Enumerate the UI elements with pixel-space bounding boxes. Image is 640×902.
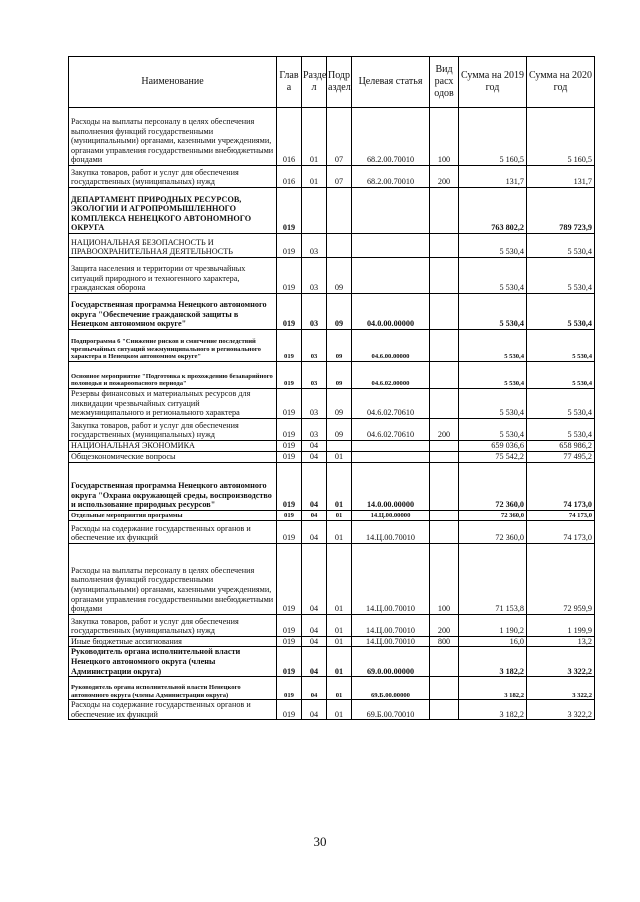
table-cell-chapter: 019 xyxy=(277,614,302,636)
table-row xyxy=(69,462,595,510)
table-cell-name: Руководитель органа исполнительной власти Ненецкого автономного округа (члены Администрации округа) xyxy=(69,677,277,700)
header-sum-2019: Сумма на 2019 год xyxy=(459,57,527,108)
table-row xyxy=(69,510,595,520)
table-row xyxy=(69,677,595,700)
table-cell-sum-2020: 658 986,2 xyxy=(527,440,595,451)
table-cell-sum-2020: 5 530,4 xyxy=(527,234,595,258)
table-cell-name: Расходы на содержание государственных органов и обеспечение их функций xyxy=(69,700,277,720)
table-cell-sum-2019: 5 530,4 xyxy=(459,362,527,389)
table-cell-sum-2019: 3 182,2 xyxy=(459,647,527,677)
table-cell-chapter: 019 xyxy=(277,418,302,440)
table-cell-expense-type: 200 xyxy=(430,614,459,636)
table-cell-article xyxy=(352,188,430,234)
table-cell-name: Расходы на выплаты персоналу в целях обеспечения выполнения функций государственными (муниципальными) органами, казенными учреждениями, органами управления государственными внебюджетными фондами xyxy=(69,108,277,166)
table-cell-article xyxy=(352,234,430,258)
table-cell-section: 03 xyxy=(302,389,327,419)
table-cell-name: Подпрограмма 6 "Снижение рисков и смягчение последствий чрезвычайных ситуаций межмуниципального и регионального характера в Ненецком автономном округе" xyxy=(69,330,277,362)
table-cell-sum-2019: 131,7 xyxy=(459,166,527,188)
table-cell-subsection: 01 xyxy=(327,647,352,677)
table-cell-section xyxy=(302,188,327,234)
table-cell-sum-2020: 131,7 xyxy=(527,166,595,188)
table-cell-sum-2020: 74 173,0 xyxy=(527,520,595,543)
table-cell-expense-type xyxy=(430,294,459,330)
table-cell-expense-type xyxy=(430,234,459,258)
table-cell-sum-2020: 13,2 xyxy=(527,636,595,647)
table-cell-sum-2020: 5 530,4 xyxy=(527,389,595,419)
table-cell-chapter: 019 xyxy=(277,700,302,720)
table-cell-subsection xyxy=(327,188,352,234)
table-cell-article: 69.Б.00.70010 xyxy=(352,700,430,720)
table-cell-section: 03 xyxy=(302,234,327,258)
table-cell-name: Руководитель органа исполнительной власти Ненецкого автономного округа (члены Администрации округа) xyxy=(69,647,277,677)
table-cell-expense-type xyxy=(430,389,459,419)
table-cell-expense-type xyxy=(430,700,459,720)
table-cell-subsection: 09 xyxy=(327,258,352,294)
table-cell-chapter: 019 xyxy=(277,636,302,647)
table-cell-chapter: 019 xyxy=(277,294,302,330)
table-cell-expense-type xyxy=(430,258,459,294)
header-section: Разде л xyxy=(302,57,327,108)
table-row xyxy=(69,614,595,636)
table-cell-article: 14.Ц.00.70010 xyxy=(352,636,430,647)
table-cell-article xyxy=(352,440,430,451)
table-cell-expense-type xyxy=(430,510,459,520)
table-cell-section: 03 xyxy=(302,258,327,294)
table-cell-name: НАЦИОНАЛЬНАЯ ЭКОНОМИКА xyxy=(69,440,277,451)
table-cell-subsection: 01 xyxy=(327,614,352,636)
table-cell-chapter: 019 xyxy=(277,543,302,614)
table-cell-sum-2020: 3 322,2 xyxy=(527,677,595,700)
table-cell-article: 04.6.02.70610 xyxy=(352,418,430,440)
table-cell-sum-2020: 5 160,5 xyxy=(527,108,595,166)
table-cell-chapter: 019 xyxy=(277,330,302,362)
table-cell-subsection: 01 xyxy=(327,543,352,614)
table-cell-sum-2019: 5 530,4 xyxy=(459,389,527,419)
table-cell-expense-type xyxy=(430,677,459,700)
table-cell-article: 14.Ц.00.70010 xyxy=(352,543,430,614)
table-row xyxy=(69,330,595,362)
table-header-row xyxy=(69,57,595,108)
table-cell-sum-2019: 16,0 xyxy=(459,636,527,647)
table-cell-subsection: 09 xyxy=(327,330,352,362)
table-cell-chapter: 019 xyxy=(277,510,302,520)
table-cell-chapter: 019 xyxy=(277,389,302,419)
table-row xyxy=(69,258,595,294)
table-cell-sum-2019: 72 360,0 xyxy=(459,510,527,520)
table-cell-expense-type xyxy=(430,462,459,510)
header-expense-type: Вид расх одов xyxy=(430,57,459,108)
table-row xyxy=(69,389,595,419)
table-cell-sum-2020: 3 322,2 xyxy=(527,647,595,677)
table-cell-sum-2019: 5 160,5 xyxy=(459,108,527,166)
table-cell-subsection: 09 xyxy=(327,418,352,440)
table-cell-chapter: 019 xyxy=(277,234,302,258)
table-row xyxy=(69,418,595,440)
table-cell-section: 01 xyxy=(302,108,327,166)
table-cell-sum-2020: 5 530,4 xyxy=(527,258,595,294)
table-cell-sum-2019: 659 036,6 xyxy=(459,440,527,451)
table-cell-subsection: 07 xyxy=(327,166,352,188)
table-cell-subsection: 01 xyxy=(327,462,352,510)
table-cell-chapter: 016 xyxy=(277,166,302,188)
table-cell-sum-2020: 1 199,9 xyxy=(527,614,595,636)
table-cell-sum-2019: 71 153,8 xyxy=(459,543,527,614)
table-cell-expense-type xyxy=(430,330,459,362)
table-body xyxy=(69,108,595,720)
table-cell-subsection: 09 xyxy=(327,362,352,389)
table-row xyxy=(69,636,595,647)
table-cell-name: ДЕПАРТАМЕНТ ПРИРОДНЫХ РЕСУРСОВ, ЭКОЛОГИИ И АГРОПРОМЫШЛЕННОГО КОМПЛЕКСА НЕНЕЦКОГО АВТОНОМНОГО ОКРУГА xyxy=(69,188,277,234)
table-cell-article: 14.Ц.00.70010 xyxy=(352,614,430,636)
table-cell-name: Резервы финансовых и материальных ресурсов для ликвидации чрезвычайных ситуаций межмуниципального и регионального характера xyxy=(69,389,277,419)
table-cell-article: 04.0.00.00000 xyxy=(352,294,430,330)
table-cell-chapter: 019 xyxy=(277,520,302,543)
table-cell-sum-2020: 3 322,2 xyxy=(527,700,595,720)
table-cell-chapter: 019 xyxy=(277,647,302,677)
table-cell-expense-type: 100 xyxy=(430,543,459,614)
table-row xyxy=(69,520,595,543)
table-cell-sum-2020: 789 723,9 xyxy=(527,188,595,234)
header-chapter: Глав а xyxy=(277,57,302,108)
table-row xyxy=(69,543,595,614)
table-cell-chapter: 016 xyxy=(277,108,302,166)
table-cell-sum-2020: 77 495,2 xyxy=(527,451,595,462)
table-cell-article: 04.6.00.00000 xyxy=(352,330,430,362)
table-cell-expense-type xyxy=(430,440,459,451)
table-cell-name: НАЦИОНАЛЬНАЯ БЕЗОПАСНОСТЬ И ПРАВООХРАНИТЕЛЬНАЯ ДЕЯТЕЛЬНОСТЬ xyxy=(69,234,277,258)
table-cell-chapter: 019 xyxy=(277,362,302,389)
table-cell-section: 03 xyxy=(302,418,327,440)
table-cell-sum-2019: 5 530,4 xyxy=(459,330,527,362)
table-cell-article: 04.6.02.70610 xyxy=(352,389,430,419)
table-cell-sum-2020: 72 959,9 xyxy=(527,543,595,614)
table-cell-article: 69.0.00.00000 xyxy=(352,647,430,677)
table-cell-name: Закупка товаров, работ и услуг для обеспечения государственных (муниципальных) нужд xyxy=(69,614,277,636)
table-cell-name: Закупка товаров, работ и услуг для обеспечения государственных (муниципальных) нужд xyxy=(69,418,277,440)
table-cell-subsection: 01 xyxy=(327,677,352,700)
table-cell-chapter: 019 xyxy=(277,677,302,700)
page-number: 30 xyxy=(313,834,327,849)
table-cell-section: 04 xyxy=(302,451,327,462)
table-cell-sum-2019: 75 542,2 xyxy=(459,451,527,462)
table-cell-name: Иные бюджетные ассигнования xyxy=(69,636,277,647)
table-cell-sum-2020: 5 530,4 xyxy=(527,330,595,362)
table-cell-expense-type: 800 xyxy=(430,636,459,647)
table-cell-sum-2020: 74 173,0 xyxy=(527,462,595,510)
table-cell-sum-2020: 5 530,4 xyxy=(527,418,595,440)
table-cell-sum-2019: 3 182,2 xyxy=(459,700,527,720)
table-cell-chapter: 019 xyxy=(277,188,302,234)
table-cell-subsection: 01 xyxy=(327,700,352,720)
table-cell-sum-2019: 763 802,2 xyxy=(459,188,527,234)
table-cell-expense-type: 200 xyxy=(430,418,459,440)
table-cell-expense-type xyxy=(430,647,459,677)
table-cell-expense-type xyxy=(430,451,459,462)
table-row xyxy=(69,362,595,389)
table-cell-name: Расходы на выплаты персоналу в целях обеспечения выполнения функций государственными (муниципальными) органами, казенными учреждениями, органами управления государственными внебюджетными фондами xyxy=(69,543,277,614)
table-cell-name: Закупка товаров, работ и услуг для обеспечения государственных (муниципальных) нужд xyxy=(69,166,277,188)
table-cell-section: 04 xyxy=(302,440,327,451)
table-cell-article: 14.Ц.00.70010 xyxy=(352,520,430,543)
table-cell-section: 04 xyxy=(302,677,327,700)
table-row xyxy=(69,647,595,677)
table-cell-sum-2019: 5 530,4 xyxy=(459,258,527,294)
table-cell-sum-2020: 74 173,0 xyxy=(527,510,595,520)
table-cell-name: Защита населения и территории от чрезвычайных ситуаций природного и техногенного характера, гражданская оборона xyxy=(69,258,277,294)
table-row xyxy=(69,451,595,462)
table-row xyxy=(69,108,595,166)
table-cell-section: 04 xyxy=(302,636,327,647)
table-row xyxy=(69,188,595,234)
table-cell-name: Расходы на содержание государственных органов и обеспечение их функций xyxy=(69,520,277,543)
table-cell-section: 03 xyxy=(302,330,327,362)
header-article: Целевая статья xyxy=(352,57,430,108)
header-sum-2020: Сумма на 2020 год xyxy=(527,57,595,108)
table-cell-sum-2019: 5 530,4 xyxy=(459,294,527,330)
table-cell-subsection: 01 xyxy=(327,451,352,462)
table-row xyxy=(69,440,595,451)
table-cell-section: 04 xyxy=(302,543,327,614)
table-cell-chapter: 019 xyxy=(277,440,302,451)
table-cell-expense-type xyxy=(430,520,459,543)
table-row xyxy=(69,294,595,330)
table-cell-name: Общеэкономические вопросы xyxy=(69,451,277,462)
table-cell-article: 69.Б.00.00000 xyxy=(352,677,430,700)
table-cell-name: Основное мероприятие "Подготовка к прохождению безаварийного половодья и пожароопасного периода" xyxy=(69,362,277,389)
table-cell-expense-type: 200 xyxy=(430,166,459,188)
table-cell-section: 03 xyxy=(302,294,327,330)
table-cell-name: Государственная программа Ненецкого автономного округа "Обеспечение гражданской защиты в Ненецком автономном округе" xyxy=(69,294,277,330)
table-cell-section: 04 xyxy=(302,614,327,636)
table-cell-article xyxy=(352,258,430,294)
table-cell-section: 01 xyxy=(302,166,327,188)
table-cell-section: 04 xyxy=(302,700,327,720)
table-cell-subsection: 09 xyxy=(327,389,352,419)
table-row xyxy=(69,234,595,258)
table-cell-sum-2019: 5 530,4 xyxy=(459,418,527,440)
table-cell-article: 14.0.00.00000 xyxy=(352,462,430,510)
table-cell-article: 68.2.00.70010 xyxy=(352,166,430,188)
table-row xyxy=(69,700,595,720)
budget-table xyxy=(68,56,595,720)
table-cell-sum-2020: 5 530,4 xyxy=(527,362,595,389)
table-cell-section: 04 xyxy=(302,647,327,677)
table-cell-section: 04 xyxy=(302,462,327,510)
header-subsection: Подр аздел xyxy=(327,57,352,108)
table-cell-section: 03 xyxy=(302,362,327,389)
table-cell-sum-2019: 72 360,0 xyxy=(459,462,527,510)
table-cell-article: 68.2.00.70010 xyxy=(352,108,430,166)
table-cell-subsection: 09 xyxy=(327,294,352,330)
table-cell-sum-2020: 5 530,4 xyxy=(527,294,595,330)
table-row xyxy=(69,166,595,188)
table-cell-chapter: 019 xyxy=(277,451,302,462)
table-cell-section: 04 xyxy=(302,510,327,520)
table-cell-article: 14.Ц.00.00000 xyxy=(352,510,430,520)
table-cell-article xyxy=(352,451,430,462)
table-cell-subsection: 01 xyxy=(327,636,352,647)
table-cell-subsection: 07 xyxy=(327,108,352,166)
table-cell-chapter: 019 xyxy=(277,258,302,294)
table-cell-name: Отдельные мероприятия программы xyxy=(69,510,277,520)
table-cell-expense-type xyxy=(430,188,459,234)
table-cell-article: 04.6.02.00000 xyxy=(352,362,430,389)
table-cell-name: Государственная программа Ненецкого автономного округа "Охрана окружающей среды, воспроизводство и использование природных ресурсов" xyxy=(69,462,277,510)
table-cell-sum-2019: 3 182,2 xyxy=(459,677,527,700)
table-cell-subsection: 01 xyxy=(327,520,352,543)
table-cell-sum-2019: 5 530,4 xyxy=(459,234,527,258)
header-name: Наименование xyxy=(69,57,277,108)
table-cell-sum-2019: 72 360,0 xyxy=(459,520,527,543)
table-cell-sum-2019: 1 190,2 xyxy=(459,614,527,636)
table-cell-expense-type: 100 xyxy=(430,108,459,166)
table-cell-subsection: 01 xyxy=(327,510,352,520)
table-cell-subsection xyxy=(327,440,352,451)
table-cell-subsection xyxy=(327,234,352,258)
table-cell-chapter: 019 xyxy=(277,462,302,510)
table-cell-expense-type xyxy=(430,362,459,389)
table-cell-section: 04 xyxy=(302,520,327,543)
